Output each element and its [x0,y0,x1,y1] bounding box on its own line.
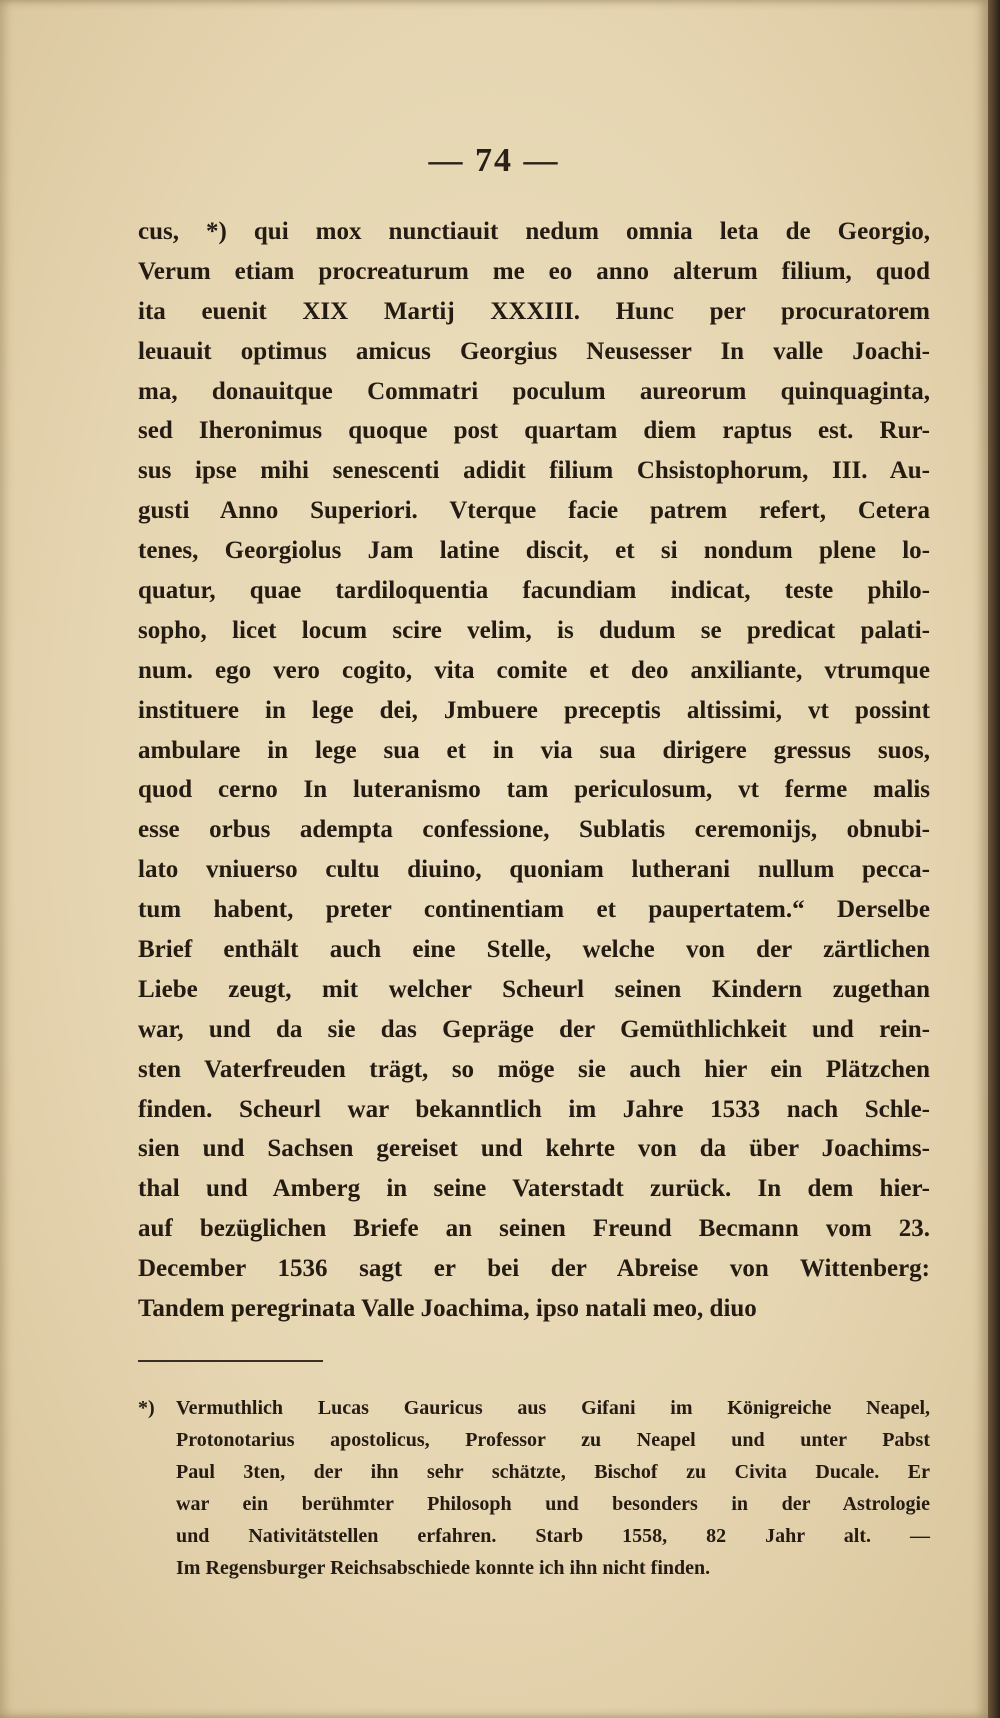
text-line: sopho, licet locum scire velim, is dudum se predicat palati- [138,616,930,644]
text-line: sten Vaterfreuden trägt, so möge sie auch hier ein Plätzchen [138,1055,930,1083]
footnote-line: Protonotarius apostolicus, Professor zu Neapel und unter Pabst [176,1429,930,1451]
text-line: ita euenit XIX Martij XXXIII. Hunc per procuratorem [138,297,930,325]
text-line: cus, *) qui mox nunctiauit nedum omnia leta de Georgio, [138,218,930,245]
text-line: December 1536 sagt er bei der Abreise von Wittenberg: [138,1255,930,1283]
text-line: finden. Scheurl war bekanntlich im Jahre 1533 nach Schle- [138,1095,930,1123]
footnote-line: Paul 3ten, der ihn sehr schätzte, Bischof zu Civita Ducale. Er [176,1461,930,1483]
text-line: gusti Anno Superiori. Vterque facie patrem refert, Cetera [138,497,930,525]
text-line: sien und Sachsen gereiset und kehrte von da über Joachims- [138,1135,930,1163]
text-line: sed Iheronimus quoque post quartam diem raptus est. Rur- [138,417,930,445]
text-line: Tandem peregrinata Valle Joachima, ipso natali meo, diuo [138,1295,757,1323]
footnote-divider [138,1360,323,1362]
text-line: leuauit optimus amicus Georgius Neusesser In valle Joachi- [138,337,930,365]
text-line: instituere in lege dei, Jmbuere preceptis altissimi, vt possint [138,696,930,724]
footnote-marker: *) [138,1397,155,1419]
text-line: num. ego vero cogito, vita comite et deo anxiliante, vtrumque [138,656,930,684]
text-line: Liebe zeugt, mit welcher Scheurl seinen Kindern zugethan [138,975,930,1003]
text-line: Brief enthält auch eine Stelle, welche von der zärtlichen [138,936,930,964]
main-text [138,212,930,1329]
page-edge-shadow [988,0,1000,1718]
footnote-line [138,1392,930,1424]
text-line: thal und Amberg in seine Vaterstadt zurück. In dem hier- [138,1175,930,1203]
text-line: lato vniuerso cultu diuino, quoniam lutherani nullum pecca- [138,856,930,884]
text-line: tum habent, preter continentiam et paupertatem.“ Derselbe [138,896,930,924]
footnote-line: Im Regensburger Reichsabschiede konnte ich ihn nicht finden. [176,1557,711,1579]
footnote-line: und Nativitätstellen erfahren. Starb 1558, 82 Jahr alt. — [176,1525,930,1547]
footnote-line-text: Vermuthlich Lucas Gauricus aus Gifani im Königreiche Neapel, [176,1397,930,1419]
text-line: sus ipse mihi senescenti adidit filium Chsistophorum, III. Au- [138,457,930,485]
text-line: tenes, Georgiolus Jam latine discit, et si nondum plene lo- [138,537,930,565]
text-line: quatur, quae tardiloquentia facundiam indicat, teste philo- [138,577,930,605]
text-line: ambulare in lege sua et in via sua dirigere gressus suos, [138,736,930,764]
footnote-line: war ein berühmter Philosoph und besonders in der Astrologie [176,1493,930,1515]
text-line: ma, donauitque Commatri poculum aureorum quinquaginta, [138,377,930,405]
text-line: esse orbus adempta confessione, Sublatis ceremonijs, obnubi- [138,816,930,844]
text-line: auf bezüglichen Briefe an seinen Freund Becmann vom 23. [138,1215,930,1243]
page-number: — 74 — [428,142,560,179]
text-line: war, und da sie das Gepräge der Gemüthlichkeit und rein- [138,1015,930,1043]
text-line: Verum etiam procreaturum me eo anno alterum filium, quod [138,257,930,285]
text-line: quod cerno In luteranismo tam periculosum, vt ferme malis [138,776,930,804]
footnote [138,1392,930,1584]
